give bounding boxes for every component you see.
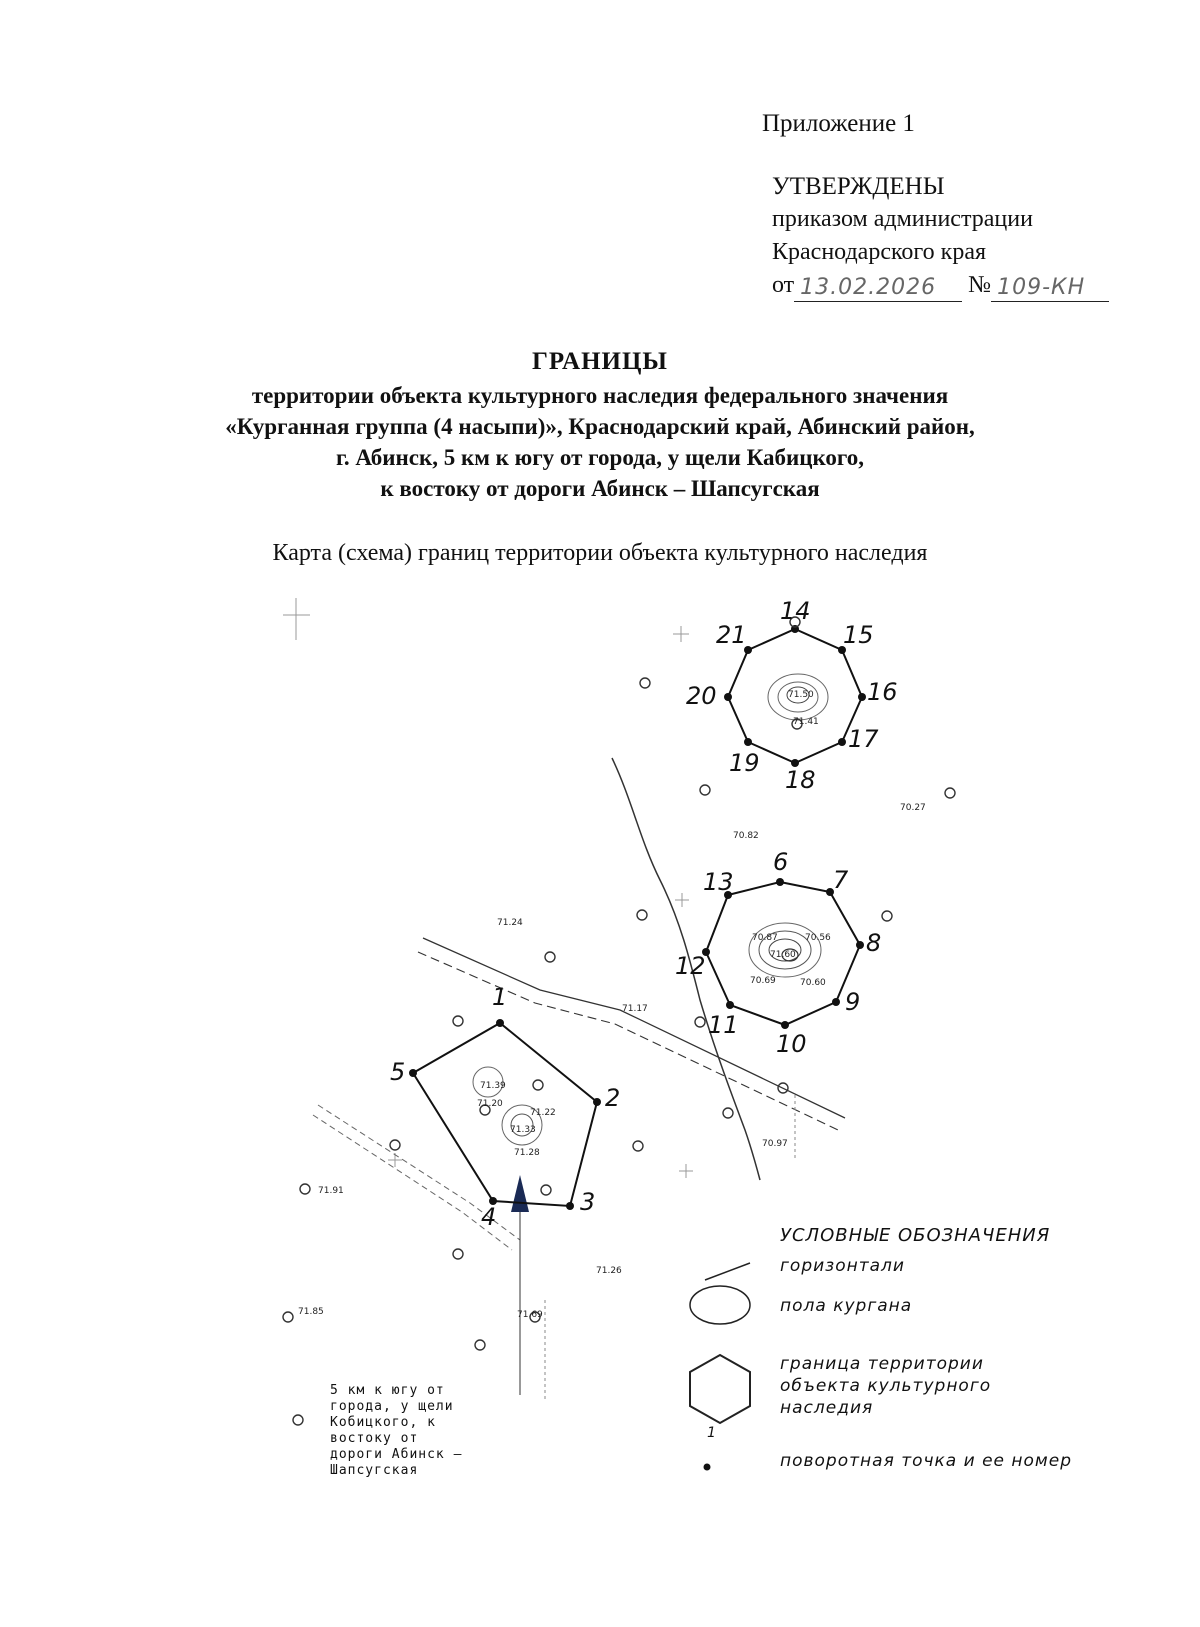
order-date-blank: [794, 275, 962, 302]
location-note-line: 5 км к югу от: [330, 1383, 445, 1398]
point-label-10: 10: [776, 1030, 807, 1058]
point-label-12: 12: [675, 952, 706, 980]
point-label-1: 1: [492, 983, 508, 1011]
location-note-line: дороги Абинск –: [330, 1447, 463, 1462]
location-note-line: востоку от: [330, 1431, 419, 1446]
elevation-label: 71.41: [793, 717, 819, 727]
order-number-blank: [991, 275, 1109, 302]
survey-marks: [283, 598, 693, 1178]
location-note-line: Шапсугская: [330, 1463, 419, 1478]
elevation-label: 70.87: [752, 933, 778, 943]
elevation-label: 70.97: [762, 1139, 788, 1149]
point-label-6: 6: [773, 848, 789, 876]
location-note-line: Кобицкого, к: [330, 1415, 436, 1430]
order-number-prefix: №: [968, 272, 992, 298]
order-date-prefix: от: [772, 272, 795, 298]
elevation-label: 70.69: [750, 976, 776, 986]
legend-boundary: [780, 1353, 991, 1419]
point-label-3: 3: [580, 1188, 596, 1216]
heading-line-1: территории объекта культурного наследия федерального значения: [251, 383, 949, 408]
legend-mound: пола кургана: [780, 1296, 913, 1316]
elevation-label: 71.28: [514, 1148, 540, 1158]
point-label-20: 20: [686, 682, 717, 710]
point-label-8: 8: [866, 929, 882, 957]
legend-point-number: 1: [707, 1425, 716, 1441]
elevation-label: 71.91: [318, 1186, 344, 1196]
elevation-label: 71.22: [530, 1108, 556, 1118]
order-number-handwritten: 109-КН: [997, 275, 1086, 300]
elevation-label: 71.50: [788, 690, 814, 700]
point-label-21: 21: [716, 621, 747, 649]
point-label-2: 2: [605, 1084, 621, 1112]
map-caption: Карта (схема) границ территории объекта культурного наследия: [272, 540, 928, 566]
heading-line-3: г. Абинск, 5 км к югу от города, у щели Кабицкого,: [335, 445, 865, 470]
point-label-9: 9: [845, 988, 861, 1016]
elevation-label: 70.60: [800, 978, 826, 988]
point-label-15: 15: [843, 621, 874, 649]
legend-boundary-line: объекта культурного: [780, 1376, 992, 1396]
legend-turning-point: поворотная точка и ее номер: [780, 1451, 1072, 1471]
point-label-17: 17: [848, 725, 879, 753]
point-label-18: 18: [785, 766, 816, 794]
heading-line-4: к востоку от дороги Абинск – Шапсугская: [380, 476, 820, 501]
approval-block: [772, 170, 1109, 302]
point-label-4: 4: [481, 1203, 497, 1231]
location-note: [330, 1383, 462, 1479]
mound-boundary-south: [409, 1019, 601, 1210]
point-number-labels: [390, 597, 898, 1231]
point-label-11: 11: [708, 1011, 739, 1039]
legend-boundary-line: наследия: [780, 1398, 874, 1418]
point-label-16: 16: [867, 678, 898, 706]
approved-title: УТВЕРЖДЕНЫ: [772, 173, 945, 200]
appendix-label: Приложение 1: [762, 110, 915, 137]
elevation-label: 71.85: [298, 1307, 324, 1317]
boundary-hexagon-icon: [680, 1350, 760, 1430]
elevation-label: 71.69: [517, 1310, 543, 1320]
elevation-label: 71.24: [497, 918, 523, 928]
mound-ellipse-icon: [680, 1280, 760, 1330]
point-label-7: 7: [833, 866, 849, 894]
approved-line-3: Краснодарского края: [772, 239, 987, 265]
elevation-label: 70.56: [805, 933, 831, 943]
heading-main: ГРАНИЦЫ: [532, 348, 668, 375]
elevation-label: 71.26: [596, 1266, 622, 1276]
elevation-label: 71.17: [622, 1004, 648, 1014]
document-heading: [0, 348, 1200, 504]
legend-contours: горизонтали: [780, 1256, 905, 1276]
location-note-line: города, у щели: [330, 1399, 454, 1414]
elevation-label: 70.82: [733, 831, 759, 841]
order-date-handwritten: 13.02.2026: [800, 275, 937, 300]
order-line: [772, 269, 1109, 302]
map-legend: [680, 1225, 1120, 1505]
approved-line-2: приказом администрации: [772, 206, 1033, 232]
elevation-label: 71.33: [510, 1125, 536, 1135]
elevation-label: 71.60: [770, 950, 796, 960]
elevation-label: 71.39: [480, 1081, 506, 1091]
point-label-13: 13: [703, 868, 734, 896]
legend-title: УСЛОВНЫЕ ОБОЗНАЧЕНИЯ: [780, 1225, 1051, 1246]
elevation-label: 70.27: [900, 803, 926, 813]
point-label-5: 5: [390, 1058, 406, 1086]
legend-boundary-line: граница территории: [780, 1354, 984, 1374]
heading-line-2: «Курганная группа (4 насыпи)», Краснодарский край, Абинский район,: [225, 414, 975, 439]
elevation-label: 71.20: [477, 1099, 503, 1109]
point-label-19: 19: [729, 749, 760, 777]
point-label-14: 14: [780, 597, 811, 625]
